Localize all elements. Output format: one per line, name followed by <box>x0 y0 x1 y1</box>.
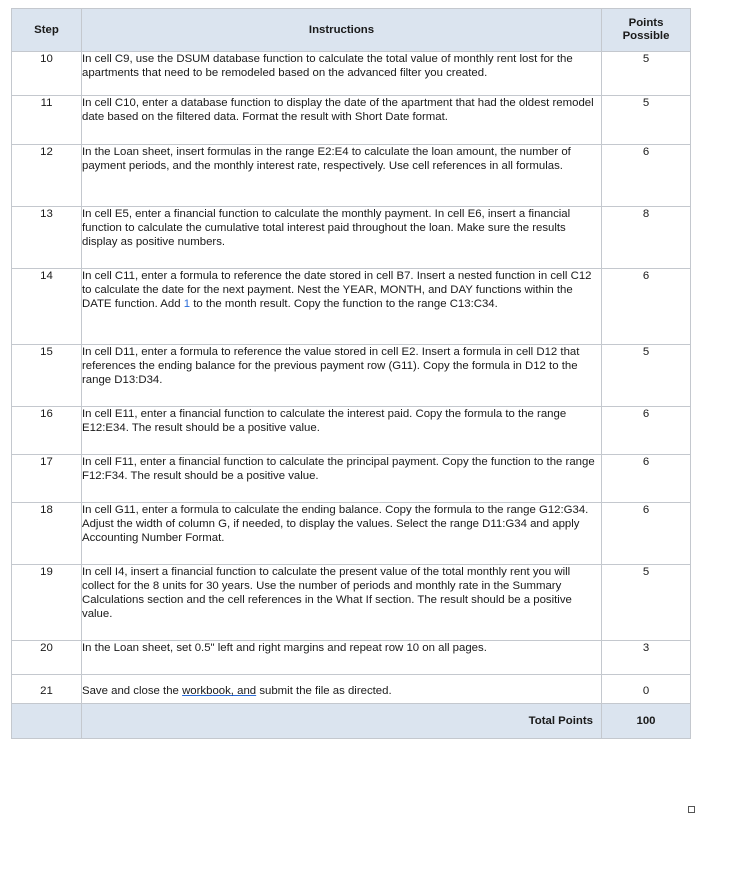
table-row <box>12 145 691 207</box>
step-number: 13 <box>12 207 82 269</box>
total-blank-cell <box>12 704 82 739</box>
points-value: 5 <box>602 565 691 641</box>
points-value: 6 <box>602 503 691 565</box>
instruction-text: In cell E11, enter a financial function to calculate the interest paid. Copy the formula to the range E12:E34. The result should be a positive value. <box>82 407 602 455</box>
step-number: 16 <box>12 407 82 455</box>
table-header-row <box>12 9 691 52</box>
instruction-text: In cell E5, enter a financial function to calculate the monthly payment. In cell E6, insert a financial function to calculate the cumulative total interest paid throughout the loan. Make sure the results display as positive numbers. <box>82 207 602 269</box>
table-row <box>12 407 691 455</box>
step-number: 19 <box>12 565 82 641</box>
step-column-header: Step <box>12 9 82 52</box>
step-number: 21 <box>12 675 82 704</box>
points-value: 6 <box>602 407 691 455</box>
instructions-column-header: Instructions <box>82 9 602 52</box>
instruction-text: In the Loan sheet, set 0.5" left and right margins and repeat row 10 on all pages. <box>82 641 602 675</box>
instruction-text-part: to the month result. Copy the function to the range C13:C34. <box>190 298 498 310</box>
step-number: 11 <box>12 96 82 145</box>
instruction-text: In cell I4, insert a financial function to calculate the present value of the total monthly rent you will collect for the 8 units for 30 years. Use the number of periods and monthly rate in the Summary Calculations section and the cell references in the What If section. The result should be a positive value. <box>82 565 602 641</box>
step-number: 14 <box>12 269 82 345</box>
points-value: 8 <box>602 207 691 269</box>
step-number: 18 <box>12 503 82 565</box>
instruction-text <box>82 675 602 704</box>
underlined-text: workbook, and <box>182 685 257 697</box>
points-header-line2: Possible <box>622 30 670 42</box>
total-points-value: 100 <box>602 704 691 739</box>
step-number: 10 <box>12 52 82 96</box>
points-value: 6 <box>602 145 691 207</box>
instruction-text: In the Loan sheet, insert formulas in the range E2:E4 to calculate the loan amount, the number of payment periods, and the monthly interest rate, respectively. Use cell references in all formulas. <box>82 145 602 207</box>
step-number: 12 <box>12 145 82 207</box>
instruction-text: In cell C9, use the DSUM database function to calculate the total value of monthly rent lost for the apartments that need to be remodeled based on the advanced filter you created. <box>82 52 602 96</box>
instruction-text: In cell D11, enter a formula to reference the value stored in cell E2. Insert a formula in cell D12 that references the ending balance for the previous payment row (G11). Copy the formula in D12 to the range D13:D34. <box>82 345 602 407</box>
total-row <box>12 704 691 739</box>
instruction-text: In cell G11, enter a formula to calculate the ending balance. Copy the formula to the range G12:G34. Adjust the width of column G, if needed, to display the values. Select the range D11:G34 and apply Accounting Number Format. <box>82 503 602 565</box>
points-value: 5 <box>602 345 691 407</box>
points-value: 5 <box>602 52 691 96</box>
points-value: 5 <box>602 96 691 145</box>
table-row <box>12 52 691 96</box>
points-value: 3 <box>602 641 691 675</box>
table-row <box>12 641 691 675</box>
points-column-header <box>602 9 691 52</box>
instruction-text-part: Save and close the <box>82 685 183 697</box>
instruction-text: In cell C10, enter a database function to display the date of the apartment that had the oldest remodel date based on the filtered data. Format the result with Short Date format. <box>82 96 602 145</box>
points-value: 0 <box>602 675 691 704</box>
table-row <box>12 455 691 503</box>
table-row <box>12 503 691 565</box>
step-number: 20 <box>12 641 82 675</box>
table-row <box>12 269 691 345</box>
table-resize-handle[interactable] <box>688 806 695 813</box>
step-number: 15 <box>12 345 82 407</box>
points-value: 6 <box>602 269 691 345</box>
instruction-text <box>82 269 602 345</box>
table-row <box>12 207 691 269</box>
instruction-text-part: In cell C11, enter a formula to reference the date stored in cell B7. Insert a nested function in cell C12 to calculate the date for the next payment. Nest the YEAR, MONTH, and DAY functions within the DATE function. Add <box>82 270 592 310</box>
instruction-text-part: submit the file as directed. <box>256 685 392 697</box>
instruction-text: In cell F11, enter a financial function to calculate the principal payment. Copy the function to the range F12:F34. The result should be a positive value. <box>82 455 602 503</box>
step-number: 17 <box>12 455 82 503</box>
table-row <box>12 96 691 145</box>
points-value: 6 <box>602 455 691 503</box>
table-row <box>12 565 691 641</box>
table-row <box>12 345 691 407</box>
total-points-label: Total Points <box>82 704 602 739</box>
points-header-line1: Points <box>628 17 664 29</box>
table-row <box>12 675 691 704</box>
highlighted-number: 1 <box>183 298 191 310</box>
grading-rubric-table <box>11 8 691 739</box>
